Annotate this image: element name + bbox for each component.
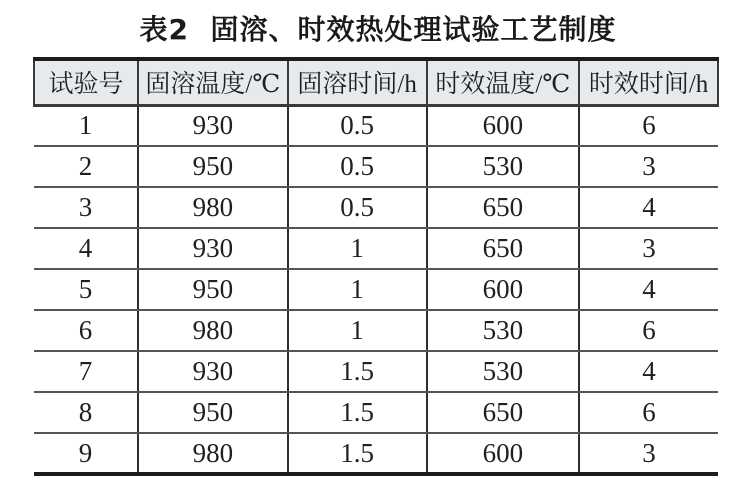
table-row	[34, 351, 718, 392]
table-cell: 930	[138, 351, 288, 392]
table-cell: 950	[138, 392, 288, 433]
table-cell: 4	[579, 351, 718, 392]
table-cell: 3	[34, 187, 138, 228]
heat-treatment-table	[33, 57, 719, 476]
table-row	[34, 310, 718, 351]
table-cell: 6	[579, 310, 718, 351]
table-cell: 950	[138, 269, 288, 310]
table-cell: 650	[427, 228, 580, 269]
table-caption: 表2 固溶、时效热处理试验工艺制度	[139, 13, 617, 46]
table-cell: 600	[427, 269, 580, 310]
table-cell: 8	[34, 392, 138, 433]
table-cell: 600	[427, 105, 580, 146]
table-cell: 1	[34, 105, 138, 146]
table-cell: 3	[579, 228, 718, 269]
table-cell: 7	[34, 351, 138, 392]
table-row	[34, 228, 718, 269]
table-cell: 2	[34, 146, 138, 187]
table-cell: 980	[138, 187, 288, 228]
table-cell: 1.5	[288, 351, 427, 392]
table-cell: 3	[579, 146, 718, 187]
table-body	[34, 105, 718, 474]
table-cell: 980	[138, 310, 288, 351]
table-cell: 930	[138, 105, 288, 146]
col-header-solution-time: 固溶时间/h	[288, 59, 427, 105]
table-cell: 6	[34, 310, 138, 351]
table-row	[34, 269, 718, 310]
table-cell: 6	[579, 392, 718, 433]
table-cell: 3	[579, 433, 718, 474]
table-cell: 0.5	[288, 146, 427, 187]
table-cell: 930	[138, 228, 288, 269]
table-cell: 4	[579, 187, 718, 228]
table-row	[34, 433, 718, 474]
table-cell: 1.5	[288, 392, 427, 433]
table-row	[34, 392, 718, 433]
table-row	[34, 146, 718, 187]
col-header-aging-temp: 时效温度/℃	[427, 59, 580, 105]
table-cell: 9	[34, 433, 138, 474]
table-cell: 4	[579, 269, 718, 310]
col-header-test-number: 试验号	[34, 59, 138, 105]
table-cell: 980	[138, 433, 288, 474]
table-cell: 530	[427, 146, 580, 187]
table-header-row	[34, 59, 718, 105]
table-cell: 530	[427, 310, 580, 351]
table-cell: 0.5	[288, 187, 427, 228]
table-cell: 650	[427, 392, 580, 433]
col-header-aging-time: 时效时间/h	[579, 59, 718, 105]
table-cell: 650	[427, 187, 580, 228]
table-row	[34, 187, 718, 228]
table-cell: 1.5	[288, 433, 427, 474]
table-cell: 530	[427, 351, 580, 392]
col-header-solution-temp: 固溶温度/℃	[138, 59, 288, 105]
table-cell: 6	[579, 105, 718, 146]
table-row	[34, 105, 718, 146]
table-cell: 1	[288, 310, 427, 351]
table-cell: 600	[427, 433, 580, 474]
table-cell: 1	[288, 228, 427, 269]
table-cell: 950	[138, 146, 288, 187]
table-cell: 4	[34, 228, 138, 269]
table-cell: 5	[34, 269, 138, 310]
table-cell: 0.5	[288, 105, 427, 146]
table-cell: 1	[288, 269, 427, 310]
